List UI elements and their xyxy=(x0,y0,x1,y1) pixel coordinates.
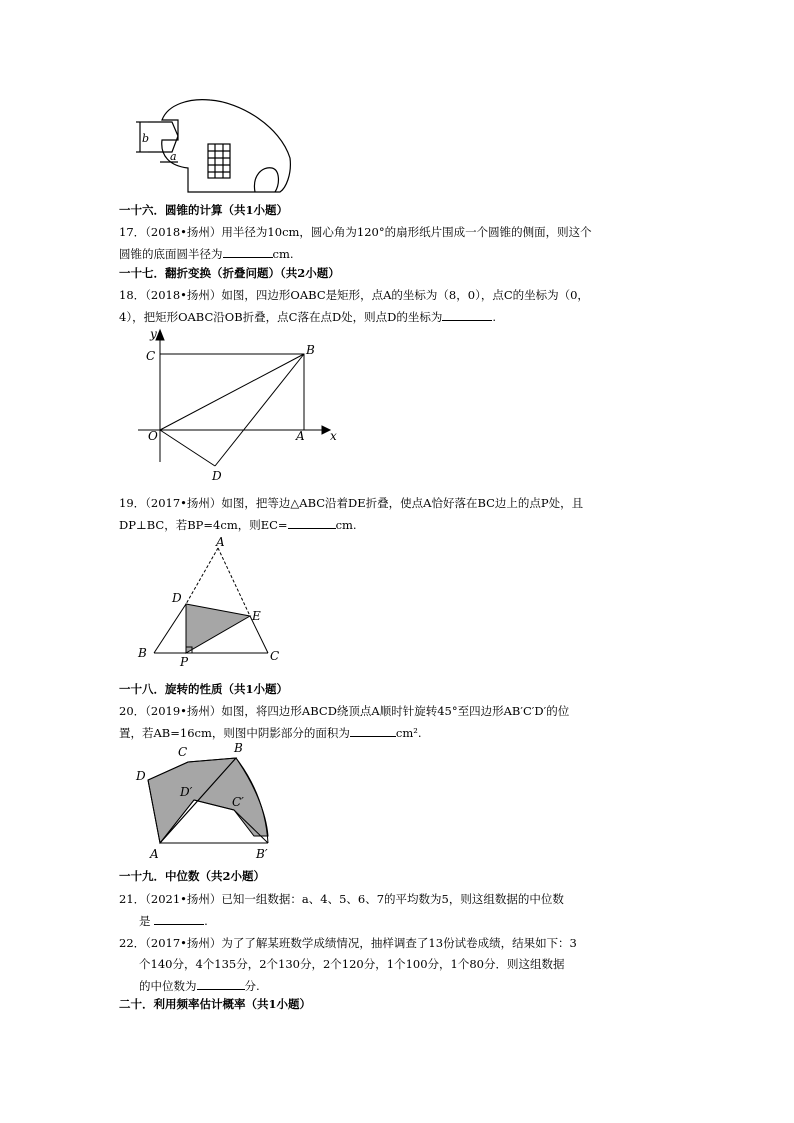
label-D: D xyxy=(212,469,222,483)
label-A: A xyxy=(216,536,225,549)
label-D: D xyxy=(136,769,146,783)
label-O: O xyxy=(148,429,158,443)
dashed-AE xyxy=(218,548,250,616)
label-a: a xyxy=(170,150,177,163)
label-C: C xyxy=(270,649,280,663)
section-16-title: 一十六．圆锥的计算（共1小题） xyxy=(119,203,288,217)
segment-DB xyxy=(215,354,304,466)
section-20-title: 二十．利用频率估计概率（共1小题） xyxy=(119,997,311,1011)
section-17-title: 一十七．翻折变换（折叠问题）（共2小题） xyxy=(119,266,340,280)
label-D: D xyxy=(172,591,182,605)
shaded-triangle-DPE xyxy=(186,604,250,653)
wrench-figure xyxy=(130,96,295,196)
wrench-jaw-curve xyxy=(254,168,278,192)
label-B: B xyxy=(234,741,243,755)
q21-line1: 21．（2021•扬州）已知一组数据：a、4、5、6、7的平均数为5，则这组数据的中位数 xyxy=(119,892,564,906)
label-b: b xyxy=(142,132,150,145)
q17-answer-blank[interactable] xyxy=(223,246,273,258)
q22-answer-blank[interactable] xyxy=(197,978,245,990)
label-B-prime: B′ xyxy=(256,847,268,861)
q19-answer-blank[interactable] xyxy=(288,517,336,529)
section-19-title: 一十九．中位数（共2小题） xyxy=(119,869,266,883)
q18-line2: 4），把矩形OABC沿OB折叠，点C落在点D处，则点D的坐标为 . xyxy=(119,310,497,324)
q22-line1: 22．（2017•扬州）为了了解某班数学成绩情况，抽样调查了13份试卷成绩，结果如下：3 xyxy=(119,936,577,950)
label-A: A xyxy=(150,847,159,861)
fig18-rectangle-fold xyxy=(130,322,345,492)
label-C: C xyxy=(146,349,156,363)
label-C: C xyxy=(178,745,188,759)
q18-answer-blank[interactable] xyxy=(442,309,492,321)
shaded-region xyxy=(148,758,268,843)
q21-answer-blank[interactable] xyxy=(154,913,204,925)
segment-OD xyxy=(160,430,215,466)
q22-line3: 的中位数为 分. xyxy=(139,979,260,993)
label-D-prime: D′ xyxy=(180,785,193,799)
dashed-AD xyxy=(186,548,218,604)
label-E: E xyxy=(252,609,261,623)
q17-line2: 圆锥的底面圆半径为 cm. xyxy=(119,247,294,261)
q22-line2: 个140分，4个135分，2个130分，2个120分，1个100分，1个80分．则这组数据 xyxy=(139,957,565,971)
fig20-rotation xyxy=(134,740,284,865)
label-B: B xyxy=(306,343,315,357)
section-18-title: 一十八．旋转的性质（共1小题） xyxy=(119,682,288,696)
q18-line1: 18．（2018•扬州）如图，四边形OABC是矩形，点A的坐标为（8，0），点C的坐标为（0， xyxy=(119,288,589,302)
hex-nut xyxy=(148,122,178,152)
q21-line2: 是 . xyxy=(139,914,208,928)
q20-line2: 置，若AB=16cm，则图中阴影部分的面积为 cm². xyxy=(119,726,422,740)
label-A: A xyxy=(296,429,305,443)
fig19-equilateral-fold xyxy=(132,536,292,668)
worm-gear xyxy=(208,144,230,178)
q20-answer-blank[interactable] xyxy=(350,725,396,737)
diagonal-OB xyxy=(160,354,304,430)
side-DB xyxy=(154,604,186,653)
q19-line2: DP⊥BC，若BP=4cm，则EC= cm. xyxy=(119,518,357,532)
q19-line1: 19．（2017•扬州）如图，把等边△ABC沿着DE折叠，使点A恰好落在BC边上的点P处，且 xyxy=(119,496,584,510)
label-x: x xyxy=(330,429,337,443)
label-y: y xyxy=(150,327,157,341)
label-B: B xyxy=(138,646,147,660)
label-C-prime: C′ xyxy=(232,795,244,809)
label-P: P xyxy=(180,655,189,668)
q20-line1: 20．（2019•扬州）如图，将四边形ABCD绕顶点A顺时针旋转45°至四边形AB′C′D′的位 xyxy=(119,704,570,718)
q17-line1: 17．（2018•扬州）用半径为10cm，圆心角为120°的扇形纸片围成一个圆锥的侧面，则这个 xyxy=(119,225,592,239)
